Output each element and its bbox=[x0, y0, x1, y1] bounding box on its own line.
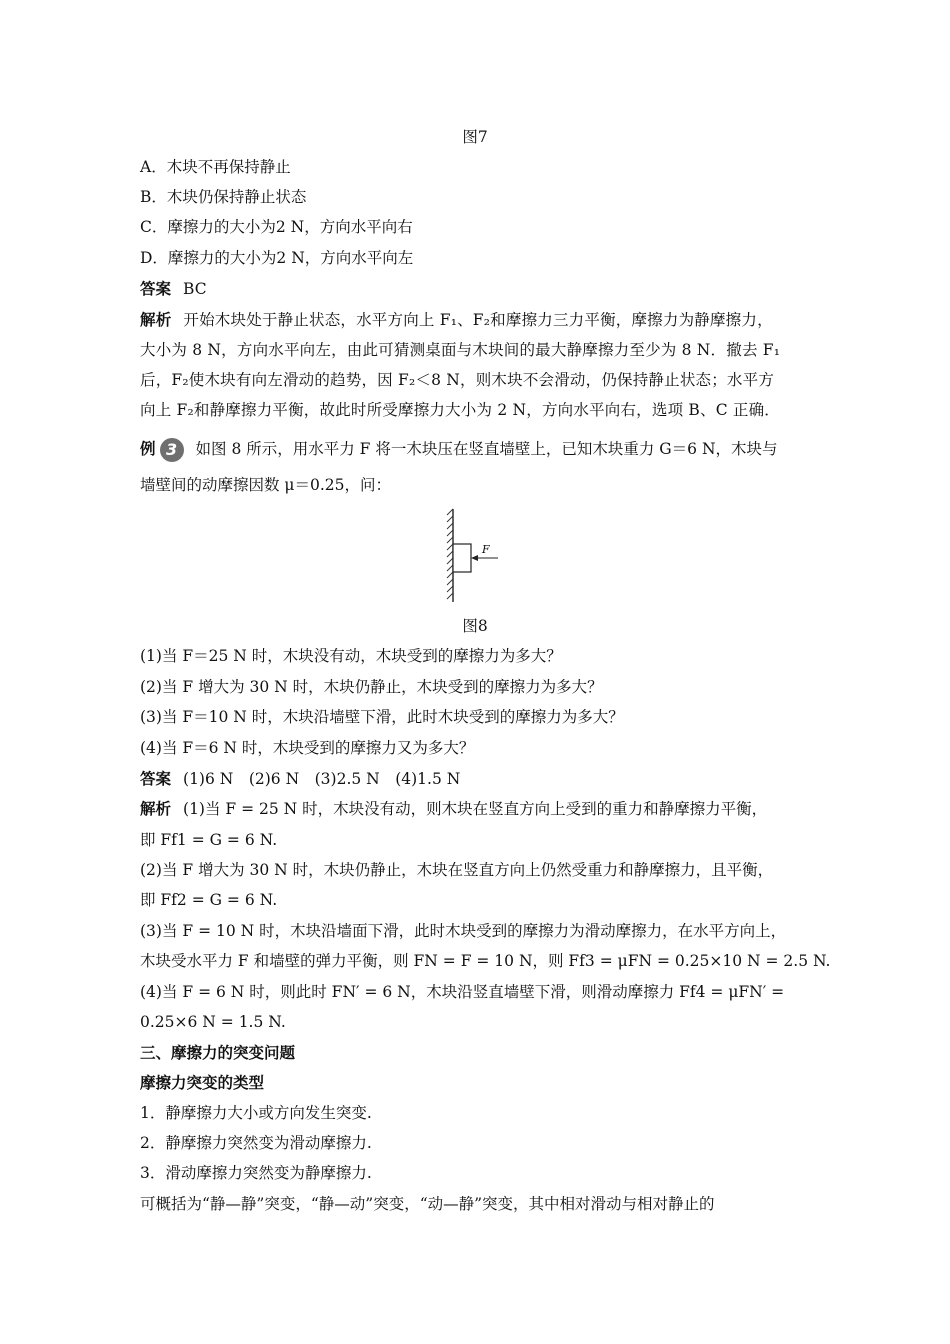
wooden-block bbox=[453, 544, 471, 572]
analysis1-text-1: 开始木块处于静止状态，水平方向上 F₁、F₂和摩擦力三力平衡，摩擦力为静摩擦力， bbox=[183, 311, 773, 329]
answer2-row bbox=[140, 768, 820, 790]
analysis2-line-1 bbox=[140, 798, 820, 820]
analysis2-line-7: (4)当 F = 6 N 时，则此时 FN′ = 6 N，木块沿竖直墙壁下滑，则滑动摩擦力 Ff4 = μFN′ = bbox=[140, 983, 785, 1001]
analysis1-label: 解析 bbox=[140, 311, 172, 329]
force-arrow-head bbox=[471, 555, 478, 561]
analysis2-line-5: (3)当 F = 10 N 时，木块沿墙面下滑，此时木块受到的摩擦力为滑动摩擦力，在水平方向上， bbox=[140, 922, 787, 940]
analysis2-line-3: (2)当 F 增大为 30 N 时，木块仍静止，木块在竖直方向上仍然受重力和静摩擦力，且平衡， bbox=[140, 861, 774, 879]
section3-summary: 可概括为“静—静”突变，“静—动”突变，“动—静”突变，其中相对滑动与相对静止的 bbox=[140, 1195, 715, 1213]
option-c: C．摩擦力的大小为2 N，方向水平向右 bbox=[140, 218, 413, 236]
section3-item-3: 3．滑动摩擦力突然变为静摩擦力. bbox=[140, 1164, 372, 1182]
analysis2-label: 解析 bbox=[140, 800, 172, 818]
option-b: B．木块仍保持静止状态 bbox=[140, 188, 307, 206]
section3-subheading: 摩擦力突变的类型 bbox=[140, 1074, 265, 1092]
example-label: 例 bbox=[140, 440, 156, 458]
section3-heading: 三、摩擦力的突变问题 bbox=[140, 1044, 296, 1062]
question-1: (1)当 F＝25 N 时，木块没有动，木块受到的摩擦力为多大？ bbox=[140, 647, 562, 665]
analysis2-line-4: 即 Ff2 = G = 6 N. bbox=[140, 891, 278, 909]
section3-item-2: 2．静摩擦力突然变为滑动摩擦力. bbox=[140, 1134, 372, 1152]
question-2: (2)当 F 增大为 30 N 时，木块仍静止，木块受到的摩擦力为多大？ bbox=[140, 678, 603, 696]
example-number-badge: 3 bbox=[160, 438, 184, 462]
question-4: (4)当 F＝6 N 时，木块受到的摩擦力又为多大？ bbox=[140, 739, 475, 757]
example3-line-2: 墙壁间的动摩擦因数 μ＝0.25，问： bbox=[140, 476, 392, 494]
analysis1-line-1 bbox=[140, 309, 820, 331]
fig7-caption: 图7 bbox=[462, 128, 488, 146]
answer1-value: BC bbox=[183, 280, 207, 298]
analysis2-text-1: (1)当 F = 25 N 时，木块没有动，则木块在竖直方向上受到的重力和静摩擦力平衡， bbox=[183, 800, 768, 818]
option-a: A．木块不再保持静止 bbox=[140, 158, 291, 176]
answer2-label: 答案 bbox=[140, 770, 172, 788]
example3-text-1: 如图 8 所示，用水平力 F 将一木块压在竖直墙壁上，已知木块重力 G＝6 N，木块与 bbox=[195, 440, 778, 458]
section3-item-1: 1．静摩擦力大小或方向发生突变. bbox=[140, 1104, 372, 1122]
wall-hatching bbox=[447, 509, 453, 599]
force-label: F bbox=[482, 543, 490, 556]
analysis1-line-3: 后，F₂使木块有向左滑动的趋势，因 F₂＜8 N，则木块不会滑动，仍保持静止状态；水平方 bbox=[140, 371, 775, 389]
answer1-label: 答案 bbox=[140, 280, 172, 298]
question-3: (3)当 F＝10 N 时，木块沿墙壁下滑，此时木块受到的摩擦力为多大？ bbox=[140, 708, 624, 726]
analysis2-line-8: 0.25×6 N = 1.5 N. bbox=[140, 1013, 286, 1031]
analysis1-line-4: 向上 F₂和静摩擦力平衡，故此时所受摩擦力大小为 2 N，方向水平向右，选项 B、C 正确． bbox=[140, 401, 780, 419]
example3-line-1 bbox=[140, 438, 820, 462]
answer2-value: (1)6 N (2)6 N (3)2.5 N (4)1.5 N bbox=[183, 770, 461, 788]
analysis2-line-6: 木块受水平力 F 和墙壁的弹力平衡，则 FN = F = 10 N，则 Ff3 = μFN = 0.25×10 N = 2.5 N. bbox=[140, 952, 831, 970]
answer1-row bbox=[140, 278, 820, 300]
fig8-caption: 图8 bbox=[462, 617, 488, 635]
option-d: D．摩擦力的大小为2 N，方向水平向左 bbox=[140, 249, 414, 267]
fig8-diagram bbox=[440, 506, 510, 606]
analysis1-line-2: 大小为 8 N，方向水平向左，由此可猜测桌面与木块间的最大静摩擦力至少为 8 N．撤去 F₁ bbox=[140, 341, 781, 359]
analysis2-line-2: 即 Ff1 = G = 6 N. bbox=[140, 831, 278, 849]
